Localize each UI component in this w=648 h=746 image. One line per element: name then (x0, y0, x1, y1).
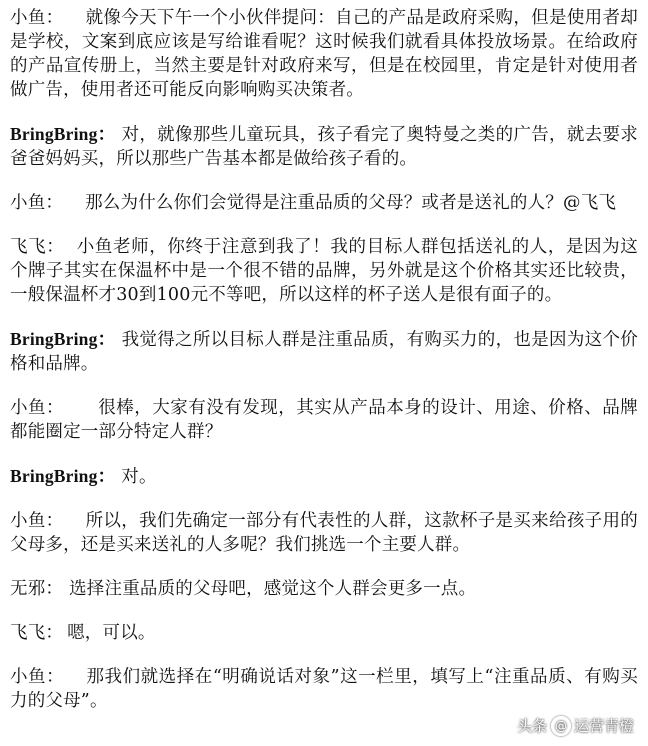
dialogue-text: 我觉得之所以目标人群是注重品质，有购买力的，也是因为这个价格和品牌。 (10, 330, 638, 374)
dialogue-paragraph (10, 396, 638, 444)
speaker-name: BringBring： (10, 466, 116, 486)
dialogue-paragraph (10, 665, 638, 713)
speaker-name: 小鱼： (10, 8, 64, 28)
dialogue-paragraph (10, 327, 638, 376)
dialogue-paragraph (10, 191, 638, 215)
dialogue-text: 就像今天下午一个小伙伴提问：自己的产品是政府采购，但是使用者却是学校，文案到底应该是写给谁看呢？这时候我们就看具体投放场景。在给政府的产品宣传册上，当然主要是针对政府来写，但是在校园里，肯定是针对使用者做广告，使用者还可能反向影响购买决策者。 (10, 8, 638, 100)
dialogue-paragraph (10, 464, 638, 489)
dialogue-text: 选择注重品质的父母吧，感觉这个人群会更多一点。 (69, 579, 477, 599)
speaker-name: 飞飞： (10, 237, 65, 257)
speaker-name: 无邪： (10, 579, 64, 599)
article-body (10, 6, 638, 733)
speaker-name: 小鱼： (10, 193, 64, 213)
dialogue-text: 那么为什么你们会觉得是注重品质的父母？或者是送礼的人？@飞飞 (85, 193, 617, 213)
speaker-name: 飞飞： (10, 623, 64, 643)
dialogue-paragraph (10, 122, 638, 171)
dialogue-paragraph (10, 235, 638, 307)
dialogue-paragraph (10, 509, 638, 557)
dialogue-text: 嗯，可以。 (67, 623, 156, 643)
dialogue-text: 所以，我们先确定一部分有代表性的人群，这款杯子是买来给孩子用的父母多，还是买来送礼的人多呢？我们挑选一个主要人群。 (10, 511, 638, 555)
watermark-prefix: 头条 (516, 717, 547, 735)
dialogue-text: 那我们就选择在“明确说话对象”这一栏里，填写上“注重品质、有购买力的父母”。 (10, 667, 638, 711)
speaker-name: BringBring： (10, 124, 116, 144)
speaker-name: 小鱼： (10, 667, 65, 687)
dialogue-text: 很棒，大家有没有发现，其实从产品本身的设计、用途、价格、品牌都能圈定一部分特定人群？ (10, 398, 638, 442)
at-icon: @ (551, 716, 571, 736)
dialogue-paragraph (10, 6, 638, 102)
dialogue-paragraph (10, 577, 638, 601)
source-watermark (517, 715, 634, 736)
speaker-name: 小鱼： (10, 511, 64, 531)
speaker-name: 小鱼： (10, 398, 64, 418)
dialogue-text: 小鱼老师，你终于注意到我了！我的目标人群包括送礼的人，是因为这个牌子其实在保温杯中是一个很不错的品牌，另外就是这个价格其实还比较贵，一般保温杯才30到100元不等吧，所以这样的杯子送人是很有面子的。 (10, 237, 638, 305)
dialogue-text: 对，就像那些儿童玩具，孩子看完了奥特曼之类的广告，就去要求爸爸妈妈买，所以那些广告基本都是做给孩子看的。 (10, 125, 638, 169)
dialogue-paragraph (10, 621, 638, 645)
watermark-account: 运营青橙 (573, 717, 634, 735)
speaker-name: BringBring： (10, 329, 116, 349)
dialogue-text: 对。 (121, 467, 157, 487)
